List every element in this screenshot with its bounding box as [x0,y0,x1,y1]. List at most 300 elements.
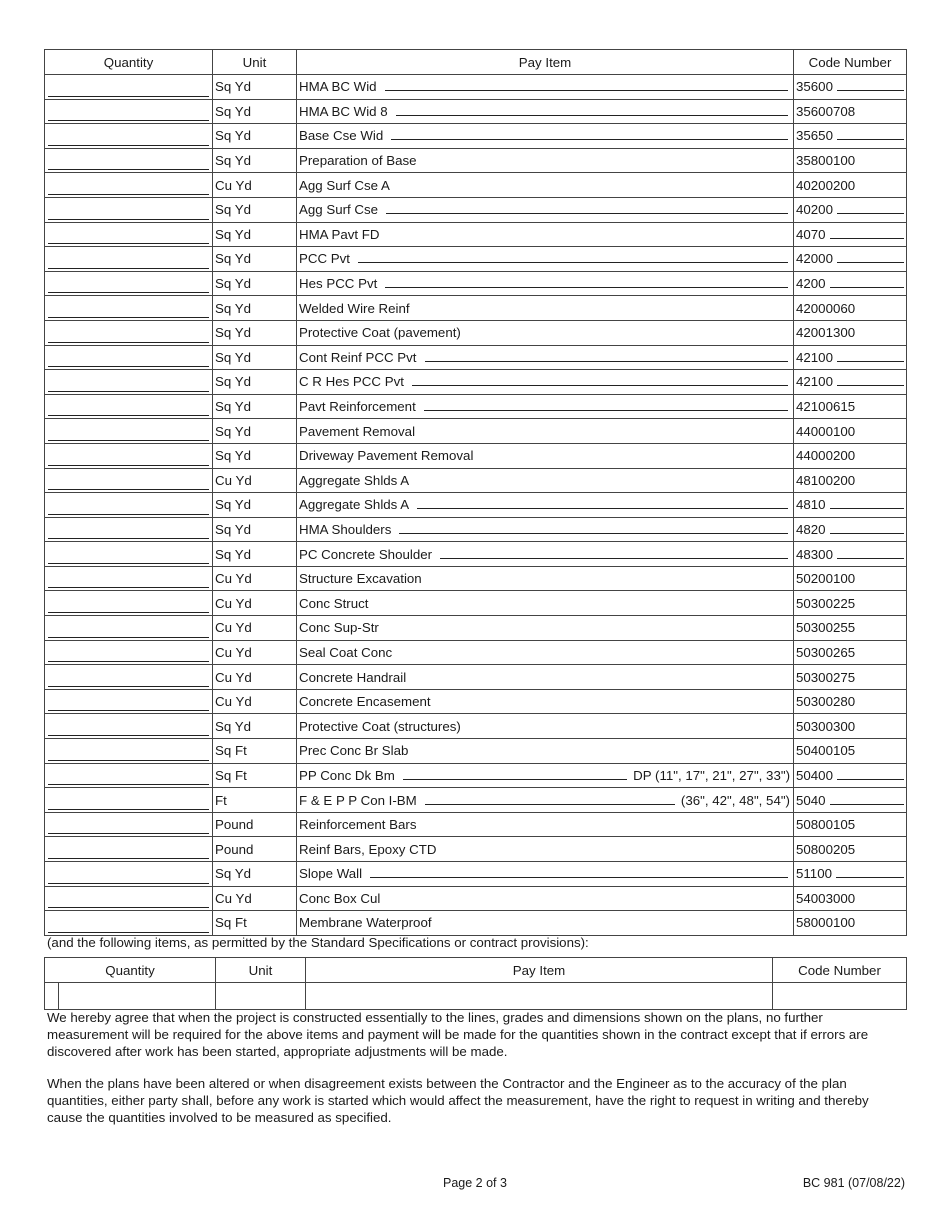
pay-items-table [44,49,907,936]
unit-cell: Sq Yd [213,148,297,173]
quantity-underline [48,612,209,613]
pay-item-cell [297,222,794,247]
pay-item-cell[interactable] [297,862,794,887]
code-number-value: 48300 [796,546,833,562]
code-suffix-blank-line[interactable] [837,138,904,140]
quantity-field[interactable] [45,665,213,690]
quantity-underline [48,563,209,564]
code-suffix-blank-line[interactable] [830,507,904,509]
quantity-field[interactable] [45,271,213,296]
code-number-value: 42000 [796,251,833,267]
unit-cell: Sq Yd [213,320,297,345]
pay-item-cell [297,837,794,862]
unit-cell: Ft [213,788,297,813]
pay-item-label: Reinf Bars, Epoxy CTD [299,841,437,857]
code-number-value: 40200 [796,202,833,218]
pay-item-blank-line[interactable] [417,507,788,509]
code-number-cell [794,320,907,345]
quantity-field[interactable] [45,763,213,788]
quantity-field[interactable] [45,591,213,616]
table-row [45,124,907,149]
code-number-cell [794,591,907,616]
pay-item-options: DP (11", 17", 21", 27", 33") [633,767,790,783]
quantity-underline [48,833,209,834]
pay-item-cell[interactable] [297,271,794,296]
unit-cell: Sq Yd [213,197,297,222]
pay-item-cell [297,665,794,690]
quantity-field[interactable] [45,812,213,837]
pay-item-blank-line[interactable] [370,876,788,878]
quantity-underline [48,342,209,343]
pay-item-cell [297,714,794,739]
code-number-cell [794,443,907,468]
pay-item-cell [297,640,794,665]
quantity-field[interactable] [45,419,213,444]
header-quantity: Quantity [45,50,213,75]
pay-item-cell[interactable] [297,75,794,100]
table-row [45,247,907,272]
pay-item-cell[interactable] [297,124,794,149]
unit-cell: Sq Ft [213,763,297,788]
code-number-cell [794,296,907,321]
quantity-input-cell[interactable] [59,983,216,1010]
code-number-value: 4200 [796,276,826,292]
code-suffix-blank-line[interactable] [837,360,904,362]
code-suffix-blank-line[interactable] [837,778,904,780]
pay-item-blank-line[interactable] [385,286,788,288]
code-number-cell [794,468,907,493]
unit-cell: Cu Yd [213,665,297,690]
code-number-cell [794,886,907,911]
unit-cell: Sq Yd [213,222,297,247]
quantity-underline [48,366,209,367]
pay-item-blank-line[interactable] [396,114,788,116]
code-number-value: 35600 [796,79,833,95]
header-pay-item: Pay Item [306,958,773,983]
pay-item-cell[interactable] [297,517,794,542]
table-row [45,419,907,444]
table-row [45,640,907,665]
pay-item-label: Agg Surf Cse A [299,177,390,193]
pay-item-cell [297,566,794,591]
code-number-cell[interactable] [794,247,907,272]
table-row [45,370,907,395]
table-row [45,99,907,124]
pay-item-label: HMA Pavt FD [299,226,380,242]
quantity-field[interactable] [45,394,213,419]
pay-item-cell[interactable] [297,763,794,788]
quantity-field[interactable] [45,247,213,272]
code-suffix-blank-line[interactable] [836,876,904,878]
pay-item-label: Aggregate Shlds A [299,497,410,513]
pay-item-cell [297,148,794,173]
pay-item-blank-line[interactable] [425,360,789,362]
table-row [45,886,907,911]
code-number-value: 50300300 [796,718,856,734]
code-number-value: 50300280 [796,694,856,710]
table-row [45,75,907,100]
code-number-value: 42001300 [796,325,856,341]
quantity-underline [48,391,209,392]
code-number-cell[interactable] [794,763,907,788]
unit-cell: Cu Yd [213,616,297,641]
quantity-field[interactable] [45,862,213,887]
pay-item-cell [297,443,794,468]
table-row [45,345,907,370]
unit-cell: Sq Yd [213,493,297,518]
unit-input-cell[interactable] [216,983,306,1010]
quantity-field[interactable] [45,788,213,813]
quantity-field[interactable] [45,320,213,345]
quantity-underline [48,538,209,539]
table-row [45,197,907,222]
pay-item-blank-line[interactable] [425,803,675,805]
quantity-underline [48,932,209,933]
code-number-cell[interactable] [794,862,907,887]
page-number: Page 2 of 3 [443,1176,507,1190]
code-number-cell [794,148,907,173]
code-number-cell [794,173,907,198]
table-row [45,862,907,887]
quantity-field[interactable] [45,837,213,862]
code-number-cell [794,911,907,936]
code-number-value: 4070 [796,226,826,242]
code-suffix-blank-line[interactable] [837,261,904,263]
pay-item-label: Slope Wall [299,866,363,882]
code-number-value: 42000060 [796,300,856,316]
quantity-field[interactable] [45,468,213,493]
quantity-underline [48,268,209,269]
quantity-underline [48,514,209,515]
quantity-field[interactable] [45,75,213,100]
quantity-underline [48,735,209,736]
pay-item-cell[interactable] [297,542,794,567]
quantity-field[interactable] [45,616,213,641]
pay-item-blank-line[interactable] [403,778,627,780]
pay-item-label: Agg Surf Cse [299,202,379,218]
pay-item-label: C R Hes PCC Pvt [299,374,404,390]
pay-item-blank-line[interactable] [385,89,788,91]
table-row [45,739,907,764]
pay-item-label: Cont Reinf PCC Pvt [299,349,417,365]
unit-cell: Cu Yd [213,689,297,714]
code-number-value: 35600708 [796,103,856,119]
code-number-cell[interactable] [794,493,907,518]
row-marker-cell [45,983,59,1010]
code-number-value: 48100200 [796,472,856,488]
quantity-underline [48,858,209,859]
quantity-underline [48,169,209,170]
code-number-value: 42100 [796,374,833,390]
code-number-cell [794,640,907,665]
code-number-value: 5040 [796,792,826,808]
quantity-underline [48,243,209,244]
quantity-field[interactable] [45,542,213,567]
code-suffix-blank-line[interactable] [830,286,904,288]
pay-item-input-cell[interactable] [306,983,773,1010]
unit-cell: Cu Yd [213,468,297,493]
table-row [45,271,907,296]
pay-item-label: HMA BC Wid [299,79,377,95]
header-code-number: Code Number [773,958,907,983]
pay-item-label: Aggregate Shlds A [299,472,410,488]
table-row [45,320,907,345]
code-number-cell[interactable] [794,271,907,296]
code-number-value: 50300225 [796,595,856,611]
quantity-field[interactable] [45,148,213,173]
quantity-underline [48,760,209,761]
table-row [45,591,907,616]
quantity-underline [48,710,209,711]
unit-cell: Sq Yd [213,99,297,124]
code-number-cell[interactable] [794,75,907,100]
additional-items-note: (and the following items, as permitted by the Standard Specifications or contract provisions): [47,935,589,950]
quantity-field[interactable] [45,689,213,714]
code-number-value: 35650 [796,128,833,144]
unit-cell: Cu Yd [213,640,297,665]
pay-item-blank-line[interactable] [358,261,788,263]
code-number-value: 54003000 [796,890,856,906]
code-number-value: 50800105 [796,817,856,833]
pay-item-label: Base Cse Wid [299,128,384,144]
pay-item-label: Seal Coat Conc [299,644,393,660]
code-number-cell[interactable] [794,222,907,247]
code-number-cell [794,714,907,739]
unit-cell: Sq Yd [213,542,297,567]
unit-cell: Sq Yd [213,75,297,100]
table-row [45,542,907,567]
pay-item-label: PCC Pvt [299,251,350,267]
unit-cell: Sq Yd [213,394,297,419]
pay-item-label: Protective Coat (structures) [299,718,461,734]
table-row [45,566,907,591]
code-number-value: 35800100 [796,153,856,169]
table-row [45,911,907,936]
quantity-underline [48,637,209,638]
unit-cell: Sq Ft [213,739,297,764]
quantity-field[interactable] [45,640,213,665]
disagreement-paragraph: When the plans have been altered or when disagreement exists between the Contractor and the Engineer as to the accuracy of the plan quantities, either party shall, before any work is started which would affect the measurement, have the right to request in writing and thereby cause the quantities involved to be measured as specified. [47,1076,869,1125]
pay-item-label: Prec Conc Br Slab [299,743,409,759]
table-row [45,468,907,493]
quantity-underline [48,907,209,908]
quantity-field[interactable] [45,173,213,198]
pay-item-label: Concrete Encasement [299,694,431,710]
pay-item-cell[interactable] [297,247,794,272]
quantity-field[interactable] [45,99,213,124]
code-number-cell [794,837,907,862]
code-number-value: 50400 [796,767,833,783]
quantity-underline [48,661,209,662]
quantity-field[interactable] [45,566,213,591]
table-row [45,148,907,173]
pay-item-label: Hes PCC Pvt [299,276,378,292]
pay-item-blank-line[interactable] [399,532,788,534]
quantity-field[interactable] [45,493,213,518]
code-suffix-blank-line[interactable] [837,384,904,386]
additional-items-table [44,957,907,1010]
quantity-underline [48,415,209,416]
code-number-cell[interactable] [794,124,907,149]
pay-item-blank-line[interactable] [391,138,788,140]
pay-item-cell [297,911,794,936]
quantity-underline [48,292,209,293]
unit-cell: Sq Yd [213,345,297,370]
code-number-cell [794,394,907,419]
unit-cell: Pound [213,812,297,837]
quantity-underline [48,809,209,810]
pay-item-cell [297,419,794,444]
code-number-cell[interactable] [794,517,907,542]
quantity-field[interactable] [45,714,213,739]
blank-entry-row [45,983,907,1010]
table-header-row [45,50,907,75]
quantity-field[interactable] [45,886,213,911]
code-suffix-blank-line[interactable] [837,89,904,91]
code-number-cell [794,739,907,764]
pay-item-cell [297,812,794,837]
code-suffix-blank-line[interactable] [837,557,904,559]
pay-item-label: Conc Sup-Str [299,620,379,636]
code-number-value: 50300255 [796,620,856,636]
quantity-underline [48,219,209,220]
quantity-underline [48,686,209,687]
header-pay-item: Pay Item [297,50,794,75]
code-number-cell[interactable] [794,542,907,567]
table-row [45,689,907,714]
agreement-paragraph: We hereby agree that when the project is constructed essentially to the lines, grades and dimensions shown on the plans, no further measurement will be required for the above items and payment will be made for the quantities shown in the contract except that if errors are discovered after work has been started, appropriate adjustments will be made. [47,1010,869,1059]
pay-item-cell[interactable] [297,99,794,124]
unit-cell: Pound [213,837,297,862]
pay-item-cell[interactable] [297,394,794,419]
table-row [45,788,907,813]
unit-cell: Sq Yd [213,443,297,468]
table-header-row [45,958,907,983]
code-suffix-blank-line[interactable] [837,212,904,214]
pay-item-label: HMA BC Wid 8 [299,103,388,119]
quantity-underline [48,883,209,884]
table-row [45,812,907,837]
quantity-field[interactable] [45,345,213,370]
pay-item-label: Reinforcement Bars [299,817,417,833]
code-suffix-blank-line[interactable] [830,237,904,239]
quantity-field[interactable] [45,739,213,764]
unit-cell: Sq Yd [213,296,297,321]
table-row [45,714,907,739]
code-number-value: 58000100 [796,915,856,931]
code-number-value: 50200100 [796,571,856,587]
pay-item-cell [297,886,794,911]
code-number-cell [794,566,907,591]
pay-item-label: HMA Shoulders [299,521,392,537]
unit-cell: Cu Yd [213,566,297,591]
code-number-value: 44000200 [796,448,856,464]
pay-item-blank-line[interactable] [386,212,788,214]
pay-item-cell [297,296,794,321]
code-number-cell [794,616,907,641]
pay-item-label: PC Concrete Shoulder [299,546,433,562]
quantity-underline [48,317,209,318]
pay-item-cell [297,320,794,345]
pay-item-label: Driveway Pavement Removal [299,448,474,464]
quantity-underline [48,465,209,466]
table-row [45,443,907,468]
pay-item-label: Protective Coat (pavement) [299,325,461,341]
unit-cell: Sq Yd [213,370,297,395]
pay-items-body [45,75,907,936]
code-number-value: 44000100 [796,423,856,439]
pay-item-cell[interactable] [297,788,794,813]
quantity-field[interactable] [45,296,213,321]
code-number-value: 40200200 [796,177,856,193]
code-number-cell[interactable] [794,345,907,370]
quantity-field[interactable] [45,911,213,936]
unit-cell: Sq Yd [213,419,297,444]
code-number-value: 50300265 [796,644,856,660]
code-number-cell[interactable] [794,197,907,222]
unit-cell: Sq Yd [213,714,297,739]
pay-item-blank-line[interactable] [412,384,788,386]
code-number-value: 4810 [796,497,826,513]
code-number-cell [794,665,907,690]
code-number-cell[interactable] [794,788,907,813]
pay-item-label: Conc Struct [299,595,369,611]
unit-cell: Sq Ft [213,911,297,936]
code-number-cell[interactable] [794,370,907,395]
pay-item-blank-line[interactable] [424,409,788,411]
code-number-value: 50400105 [796,743,856,759]
pay-item-label: Concrete Handrail [299,669,407,685]
pay-item-label: Pavement Removal [299,423,416,439]
pay-item-label: Conc Box Cul [299,890,381,906]
code-number-input-cell[interactable] [773,983,907,1010]
table-row [45,665,907,690]
pay-item-cell[interactable] [297,370,794,395]
pay-item-cell[interactable] [297,345,794,370]
unit-cell: Cu Yd [213,591,297,616]
code-number-value: 4820 [796,521,826,537]
pay-item-label: Structure Excavation [299,571,422,587]
code-number-cell [794,419,907,444]
quantity-field[interactable] [45,124,213,149]
table-row [45,493,907,518]
pay-item-cell [297,616,794,641]
table-row [45,173,907,198]
quantity-field[interactable] [45,197,213,222]
quantity-field[interactable] [45,517,213,542]
quantity-underline [48,194,209,195]
quantity-field[interactable] [45,443,213,468]
form-identifier: BC 981 (07/08/22) [802,1176,905,1190]
header-code-number: Code Number [794,50,907,75]
pay-item-label: PP Conc Dk Bm [299,767,395,783]
code-suffix-blank-line[interactable] [830,803,904,805]
pay-item-cell [297,591,794,616]
code-number-value: 50300275 [796,669,856,685]
code-suffix-blank-line[interactable] [830,532,904,534]
pay-item-cell[interactable] [297,197,794,222]
pay-item-blank-line[interactable] [440,557,788,559]
quantity-field[interactable] [45,222,213,247]
pay-item-label: Preparation of Base [299,153,417,169]
quantity-field[interactable] [45,370,213,395]
quantity-underline [48,587,209,588]
quantity-underline [48,120,209,121]
pay-item-cell[interactable] [297,493,794,518]
code-number-value: 51100 [796,866,832,882]
code-number-cell [794,689,907,714]
code-number-value: 42100 [796,349,833,365]
